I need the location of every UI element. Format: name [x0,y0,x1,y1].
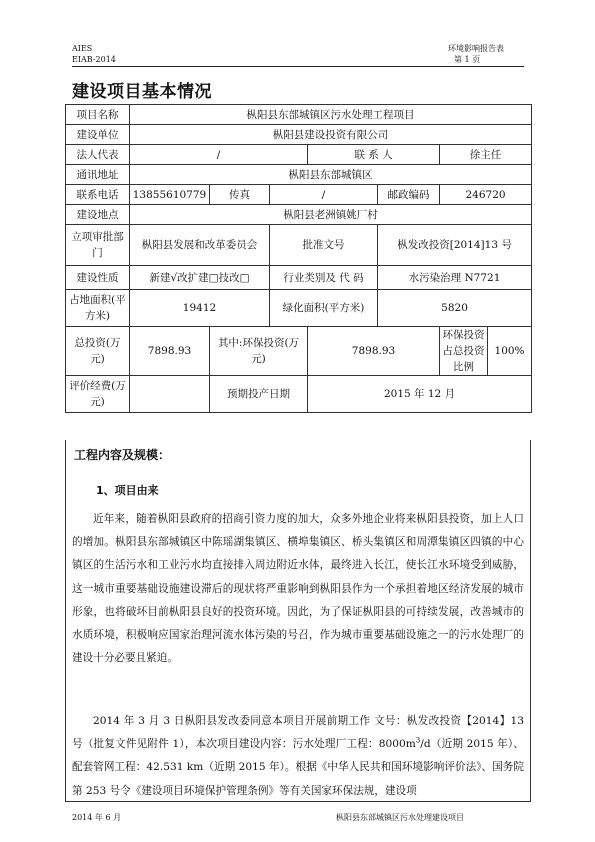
table-row [66,165,532,185]
header-left [72,43,116,65]
table-row [66,145,532,165]
env-invest-value: 7898.93 [308,327,440,376]
approval-dept-label: 立项审批部门 [66,225,130,266]
table-row [66,185,532,205]
header-page-number: 第 1 页 [454,55,481,64]
date-label: 预期投产日期 [210,376,308,413]
sub-heading: 1、项目由来 [96,484,159,497]
address-value: 枞阳县东部城镇区 [130,165,532,185]
project-name-value: 枞阳县东部城镇区污水处理工程项目 [130,105,532,125]
header-code: AIES [72,44,93,53]
site-label: 建设地点 [66,205,130,225]
env-invest-label: 其中:环保投资(万元) [210,327,308,376]
section-heading: 工程内容及规模： [74,448,171,462]
approval-paragraph [72,710,524,803]
header-divider [72,66,524,67]
invest-value: 7898.93 [130,327,210,376]
project-content-section [65,440,531,802]
table-row [66,376,532,413]
footer-project: 枞阳县东部城镇区污水处理建设项目 [336,813,464,822]
ratio-label: 环保投资占总投资比例 [440,327,488,376]
address-label: 通讯地址 [66,165,130,185]
table-row [66,225,532,266]
unit-label: 建设单位 [66,125,130,145]
postcode-value: 246720 [440,185,532,205]
fax-value: / [270,185,378,205]
green-value: 5820 [378,290,532,327]
header-doc-type: 环境影响报告表 [448,44,504,53]
page-title: 建设项目基本情况 [72,82,212,102]
industry-value: 水污染治理 N7721 [378,266,532,290]
table-row [66,327,532,376]
project-name-label: 项目名称 [66,105,130,125]
unit-value: 枞阳县建设投资有限公司 [130,125,532,145]
table-row [66,266,532,290]
area-value: 19412 [130,290,270,327]
legal-rep-label: 法人代表 [66,145,130,165]
approval-no-value: 枞发改投资[2014]13 号 [378,225,532,266]
green-label: 绿化面积(平方米) [270,290,378,327]
approval-text-end: /d（近期 2015 年）、配套管网工程：42.531 km（近期 2015 年）。根据《中华人民共和国环境影响评价法》、国务院第 253 号令《建设项目环境保护管理条例》等有关国家环保法规，建设项 [72,738,525,797]
nature-label: 建设性质 [66,266,130,290]
approval-text-start: 2014 年 3 月 3 日枞阳县发改委同意本项目开展前期工作 文号：枞发改投资【2014】13 号（批复文件见附件 1），本次项目建设内容：污水处理厂工程：8000m [72,715,524,751]
nature-value: 新建√改扩建□技改□ [130,266,270,290]
date-value: 2015 年 12 月 [308,376,532,413]
project-info-table [65,104,532,413]
site-value: 枞阳县老洲镇姚厂村 [130,205,532,225]
legal-rep-value: / [130,145,308,165]
postcode-label: 邮政编码 [378,185,440,205]
invest-label: 总投资(万元) [66,327,130,376]
background-paragraph: 近年来，随着枞阳县政府的招商引资力度的加大，众多外地企业将来枞阳县投资，加上人口的增加。枞阳县东部城镇区中陈瑶湖集镇区、横埠集镇区、桥头集镇区和周潭集镇区四镇的中心镇区的生活污水和工业污水均直接排入周边附近水体，最终进入长江，使长江水环境受到威胁，这一城市重要基础设施建设滞后的现状将严重影响到枞阳县作为一个承担着地区经济发展的城市形象，也将破坏目前枞阳县良好的投资环境。因此，为了保证枞阳县的可持续发展，改善城市的水质环境，积极响应国家治理河流水体污染的号召，作为城市重要基础设施之一的污水处理厂的建设十分必要且紧迫。 [72,513,524,665]
phone-label: 联系电话 [66,185,130,205]
table-row [66,290,532,327]
table-row [66,205,532,225]
footer-date: 2014 年 6 月 [72,813,122,822]
approval-dept-value: 枞阳县发展和改革委员会 [130,225,270,266]
fax-label: 传真 [210,185,270,205]
unit-superscript: 3 [415,736,421,745]
approval-no-label: 批准文号 [270,225,378,266]
contact-value: 徐主任 [440,145,532,165]
header-right [448,43,504,65]
area-label: 占地面积(平方米) [66,290,130,327]
contact-label: 联 系 人 [308,145,440,165]
eval-fee-value [130,376,210,413]
industry-label: 行业类别及 代 码 [270,266,378,290]
table-row [66,105,532,125]
header-standard: EIAB-2014 [72,55,116,64]
phone-value: 13855610779 [130,185,210,205]
table-row [66,125,532,145]
ratio-value: 100% [488,327,532,376]
eval-fee-label: 评价经费(万元) [66,376,130,413]
